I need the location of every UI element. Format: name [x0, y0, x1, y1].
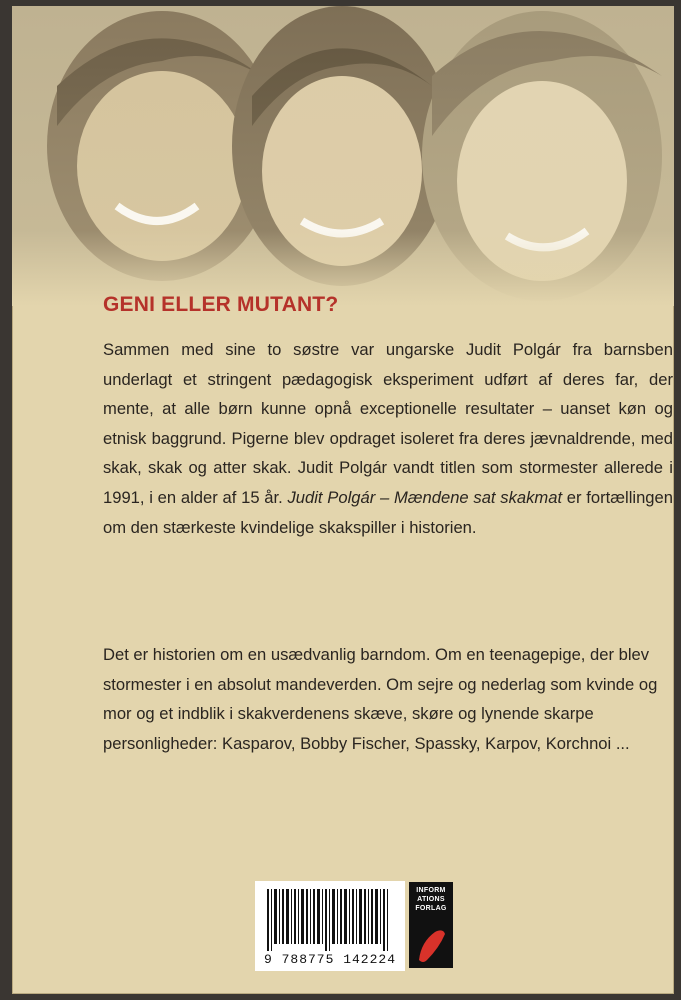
logo-line-3: FORLAG [415, 905, 447, 912]
isbn-barcode [255, 881, 405, 971]
back-cover [12, 6, 674, 994]
blurb-text-after-title: er fortællingen om den stærkeste kvindelige skakspiller i historien. [103, 487, 673, 537]
blurb-paragraph-2: Det er historien om en usædvanlig barndom. Om en teenagepige, der blev stormester i en absolut mandeverden. Om sejre og nederlag som kvinde og mor og et indblik i skakverdenens skæve, skøre og lynende skarpe personligheder: Kasparov, Bobby Fischer, Spassky, Karpov, Korchnoi ... [103, 645, 658, 753]
back-cover-heading: GENI ELLER MUTANT? [103, 293, 339, 316]
logo-line-1: INFORM [416, 887, 446, 894]
blurb-paragraph-1 [103, 335, 673, 542]
publisher-logo [409, 882, 453, 968]
cover-photo-three-sisters [12, 6, 674, 306]
isbn-number: 9 788775 142224 [263, 952, 397, 967]
book-title-italic: Judit Polgár – Mændene sat skakmat [287, 487, 563, 507]
flame-icon [409, 882, 453, 968]
logo-line-2: ATIONS [417, 896, 445, 903]
barcode-icon [255, 883, 405, 953]
blurb-text-before-title: Sammen med sine to søstre var ungarske Judit Polgár fra barnsben underlagt et stringent pædagogisk eksperiment udført af deres far, der mente, at alle børn kunne opnå exceptionelle resultater – uanset køn og etnisk baggrund. Pigerne blev opdraget isoleret fra deres jævnaldrende, med skak, skak og atter skak. Judit Polgár vandt titlen som stormester allerede i 1991, i en alder af 15 år. [103, 340, 673, 507]
